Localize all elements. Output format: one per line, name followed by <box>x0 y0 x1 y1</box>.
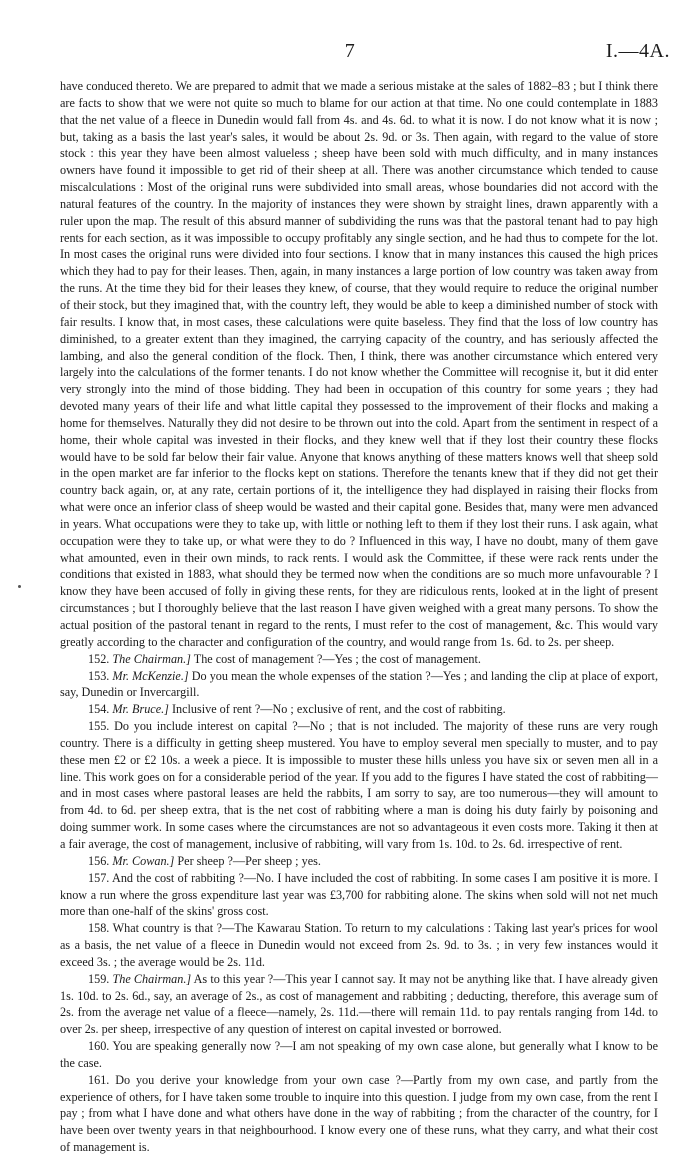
question-number: 157. <box>88 870 110 885</box>
question-153 <box>60 668 658 702</box>
question-number: 161. <box>88 1072 110 1087</box>
question-number: 156. <box>88 853 110 868</box>
question-number: 153. <box>88 668 110 683</box>
speaker-name: The Chairman.] <box>112 651 191 666</box>
question-158 <box>60 920 658 971</box>
question-text: The cost of management ?—Yes ; the cost of management. <box>193 651 481 666</box>
question-number: 159. <box>88 971 110 986</box>
question-text: Do you derive your knowledge from your own case ?—Partly from my own case, and partly from the experience of others, for I have taken some trouble to inquire into this question. I judge from my own case, from the rent I pay ; from what I have done and what others have done in the way of rabbiting ; from the character of the country, for I have been over twenty years in that neighbourhood. I know every one of these runs, what they carry, and what their cost of management is. <box>60 1072 658 1155</box>
speaker-name: Mr. Bruce.] <box>112 702 169 717</box>
question-160 <box>60 1038 658 1072</box>
question-155 <box>60 718 658 853</box>
question-text: Do you mean the whole expenses of the station ?—Yes ; and landing the clip at place of export, say, Dunedin or Invercargill. <box>60 668 658 700</box>
question-text: What country is that ?—The Kawarau Station. To return to my calculations : Taking last year's prices for wool as a basis, the net value of a fleece in Dunedin would not exceed from 2s. 9d. to 3s. ; in very few instances would it exceed 3s. ; the average would be 2s. 11d. <box>60 921 658 969</box>
question-text: And the cost of rabbiting ?—No. I have included the cost of rabbiting. In some cases I am positive it is more. I know a run where the gross expenditure last year was £3,700 for rabbiting alone. The skins when sold will not net much more than one-half of the skins' gross cost. <box>60 870 658 919</box>
question-161 <box>60 1072 658 1156</box>
question-text: Do you include interest on capital ?—No ; that is not included. The majority of these runs are very rough country. There is a difficulty in getting sheep mustered. You have to employ several men specially to muster, and to pay these men £2 or £2 10s. a week a piece. It is impossible to muster these hills unless you have six or seven men all in a line. This work goes on for a considerable period of the year. If you add to the figures I have stated the cost of rabbiting—and in most cases where pastoral leases are held the rabbits, I am sorry to say, are too numerous—they will amount to from 4d. to 6d. per sheep extra, that is the net cost of rabbiting where a man is doing his duty fairly by poisoning and doing summer work. In some cases where the circumstances are not so advantageous it even costs more. Taking it then at a fair average, the cost of management, inclusive of rabbiting, will vary from 1s. 10d. to 2s. 6d. irrespective of rent. <box>60 719 659 851</box>
page-number: 7 <box>344 40 356 62</box>
question-number: 158. <box>88 921 110 936</box>
question-154 <box>60 701 658 718</box>
speaker-name: The Chairman.] <box>112 971 192 986</box>
question-number: 152. <box>88 651 110 666</box>
speaker-name: Mr. McKenzie.] <box>112 668 189 683</box>
document-reference: I.—4A. <box>605 40 670 62</box>
question-152 <box>60 651 658 668</box>
question-number: 155. <box>88 719 110 734</box>
margin-dot <box>18 585 21 588</box>
question-text: Per sheep ?—Per sheep ; yes. <box>177 853 321 868</box>
question-156 <box>60 853 658 870</box>
question-text: You are speaking generally now ?—I am not speaking of my own case alone, but generally what I know to be the case. <box>60 1039 658 1070</box>
question-text: As to this year ?—This year I cannot say. It may not be anything like that. I have already given 1s. 10d. to 2s. 6d., say, an average of 2s., as cost of management and rabbiting ; deducting, therefore, this average sum of 2s. from the average net value of a fleece—namely, 2s. 11d.—there will remain 11d. to pay rentals ranging from 14d. to over 2s. per sheep, irrespective of any question of interest on capital invested or borrowed. <box>60 971 659 1037</box>
question-number: 160. <box>88 1039 110 1054</box>
question-159 <box>60 971 658 1038</box>
question-number: 154. <box>88 702 110 717</box>
question-157 <box>60 870 658 921</box>
evidence-text <box>60 78 658 1156</box>
paragraph-continuation: have conduced thereto. We are prepared to admit that we made a serious mistake at the sales of 1882–83 ; but I think there are facts to show that we were not quite so much to blame for our action at that time. No one could contemplate in 1883 that the net value of a fleece in Dunedin would fall from 4s. and 4s. 6d. to what it is now. I do not know what it is now ; but, taking as a basis the last year's sales, it would be about 2s. 9d. or 3s. Then again, with regard to the value of store stock : this year they have been almost valueless ; sheep have been sold with much difficulty, and in many instances owners have found it impossible to get rid of their sheep at all. There was another circumstance which tended to cause miscalculations : Most of the original runs were subdivided into small areas, whose boundaries did not accord with the natural features of the country. In the majority of instances they were shown by straight lines, drawn apparently with a ruler upon the map. The result of this absurd manner of subdividing the runs was that the pastoral tenant had to pay high rents for each section, as it was impossible to occupy profitably any single section, and he had thus to compete for the lot. In most cases the original runs were divided into four sections. I know that in many instances this caused the high prices which they had to pay for their leases. Then, again, in many instances a large portion of low country was taken away from the runs. At the time they bid for their leases they knew, of course, that they would require to reduce the original number of their stock, but they imagined that, with the country left, they would be able to keep a diminished number of stock with fair results. I know that, in most cases, these calculations were quite baseless. They find that the loss of low country has diminished, to a greater extent than they imagined, the carrying capacity of the country, and has seriously affected the lambing, and also the general condition of the flock. Then, I think, there was another circumstance which entered very largely into the calculations of the former tenants. I do not know whether the Committee will recognise it, but it did enter very strongly into the mind of those bidding. They had been in occupation of this country for some years ; they had devoted many years of their life and what little capital they possessed to the improvement of their flocks and making a home for themselves. Naturally they did not desire to be thrown out into the cold. Apart from the sentiment in respect of a home, their whole capital was invested in their flocks, and they knew well that if they lost their country these flocks would have to be sold far below their fair value. Anyone that knows anything of these matters knows well that sheep sold in the open market are far inferior to the flocks kept on stations. Therefore the tenants knew that if they did not get their country back again, or, at any rate, certain portions of it, the intelligence they had displayed in raising their flocks from what were once an inferior class of sheep would be wasted and their capital gone. Besides that, many were men advanced in years. What occupations were they to take up, with little or nothing left to them if they lost their runs. I ask again, what occupation were they to take up, or what were they to do ? Influenced in this way, I have no doubt, many of them gave what amounted, even in their own minds, to rack rents. I would ask the Committee, if these were rack rents under the conditions that existed in 1883, what should they be termed now when the conditions are so much more unfavourable ? I know they have been accused of folly in giving these rents, for they are ridiculous rents, looked at in the light of present circumstances ; but I thoroughly believe that the last reason I have given weighed with a great many persons. To show the actual position of the pastoral tenant in regard to the rents, I must refer to the cost of management, &c. This would vary greatly according to the character and configuration of the country, and would range from 1s. 6d. to 2s. per sheep. <box>60 79 658 649</box>
question-text: Inclusive of rent ?—No ; exclusive of rent, and the cost of rabbiting. <box>171 702 506 717</box>
speaker-name: Mr. Cowan.] <box>112 853 175 868</box>
